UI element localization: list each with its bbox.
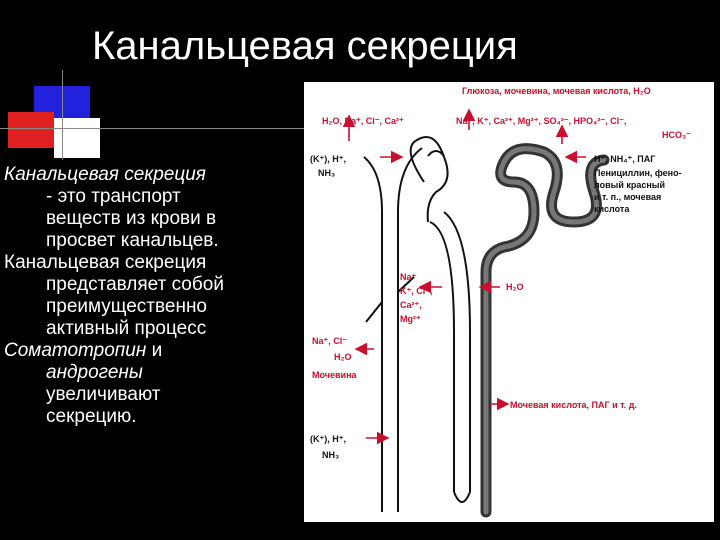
nephron-svg <box>304 82 714 522</box>
label-top-mid: Na⁺, K⁺, Ca²⁺, Mg²⁺, SO₄²⁻, HPO₄²⁻, Cl⁻, <box>456 116 627 126</box>
decor-white-square <box>54 118 100 158</box>
distal-path-highlight <box>486 149 604 512</box>
text-line: активный процесс <box>46 318 207 339</box>
label-mid-ions4: Mg²⁺ <box>400 314 421 324</box>
label-low-left3: Мочевина <box>312 370 357 380</box>
text-line: Канальцевая секреция <box>4 164 206 185</box>
text-line: представляет собой <box>46 274 224 295</box>
tubule-outline <box>364 137 470 512</box>
label-low-left2: H₂O <box>334 352 352 362</box>
descending-limb-left-wall <box>364 157 382 512</box>
text-line: веществ из крови в <box>46 208 217 229</box>
label-left-ions2: NH₃ <box>318 168 336 178</box>
body-text <box>4 164 299 428</box>
label-low-left1: Na⁺, Cl⁻ <box>312 336 348 346</box>
label-top-right: Глюкоза, мочевина, мочевая кислота, H₂O <box>462 86 651 96</box>
text-italic: Соматотропин <box>4 340 147 361</box>
text-line: увеличивают <box>46 384 161 405</box>
label-bottom-ions2: NH₃ <box>322 450 340 460</box>
label-right-drugs4: кислота <box>594 204 630 214</box>
label-right-drugs1: Пенициллин, фено- <box>594 168 682 178</box>
descending-limb-right-wall <box>398 148 422 512</box>
label-mid-ions2: K⁺, Cl⁻, <box>400 286 433 296</box>
text-line <box>4 340 299 362</box>
label-top-mid2: HCO₃⁻ <box>662 130 691 140</box>
label-h2o: H₂O <box>506 282 524 292</box>
decor-horizontal-line <box>0 128 310 129</box>
text-line: секрецию. <box>46 406 137 427</box>
label-urate: Мочевая кислота, ПАГ и т. д. <box>510 400 637 410</box>
text-line: андрогены <box>46 362 143 383</box>
decor-vertical-line <box>62 70 63 160</box>
label-right-drugs3: и т. п., мочевая <box>594 192 662 202</box>
loop-bottom <box>454 492 470 502</box>
label-bottom-ions1: (K⁺), H⁺, <box>310 434 346 444</box>
label-right-ions: H⁺, NH₄⁺, ПАГ <box>594 154 656 164</box>
label-top-left: H₂O, Na⁺, Cl⁻, Ca²⁺ <box>322 116 404 126</box>
decor-red-square <box>8 112 54 148</box>
loop-of-henle <box>430 212 470 492</box>
label-mid-ions3: Ca²⁺, <box>400 300 422 310</box>
text-line: Канальцевая секреция <box>4 252 207 273</box>
text-line: - это транспорт <box>46 186 181 207</box>
distal-tubule <box>486 149 604 512</box>
text-line: преимущественно <box>46 296 207 317</box>
label-mid-ions1: Na⁺ <box>400 272 417 282</box>
nephron-diagram <box>304 82 714 522</box>
branch-left <box>366 302 382 322</box>
text-plain: и <box>146 340 163 361</box>
slide-title: Канальцевая секреция <box>92 24 518 68</box>
label-right-drugs2: ловый красный <box>594 180 666 190</box>
proximal-loop <box>411 137 448 222</box>
distal-path <box>486 149 604 512</box>
label-left-ions1: (K⁺), H⁺, <box>310 154 346 164</box>
text-line: просвет канальцев. <box>46 230 219 251</box>
